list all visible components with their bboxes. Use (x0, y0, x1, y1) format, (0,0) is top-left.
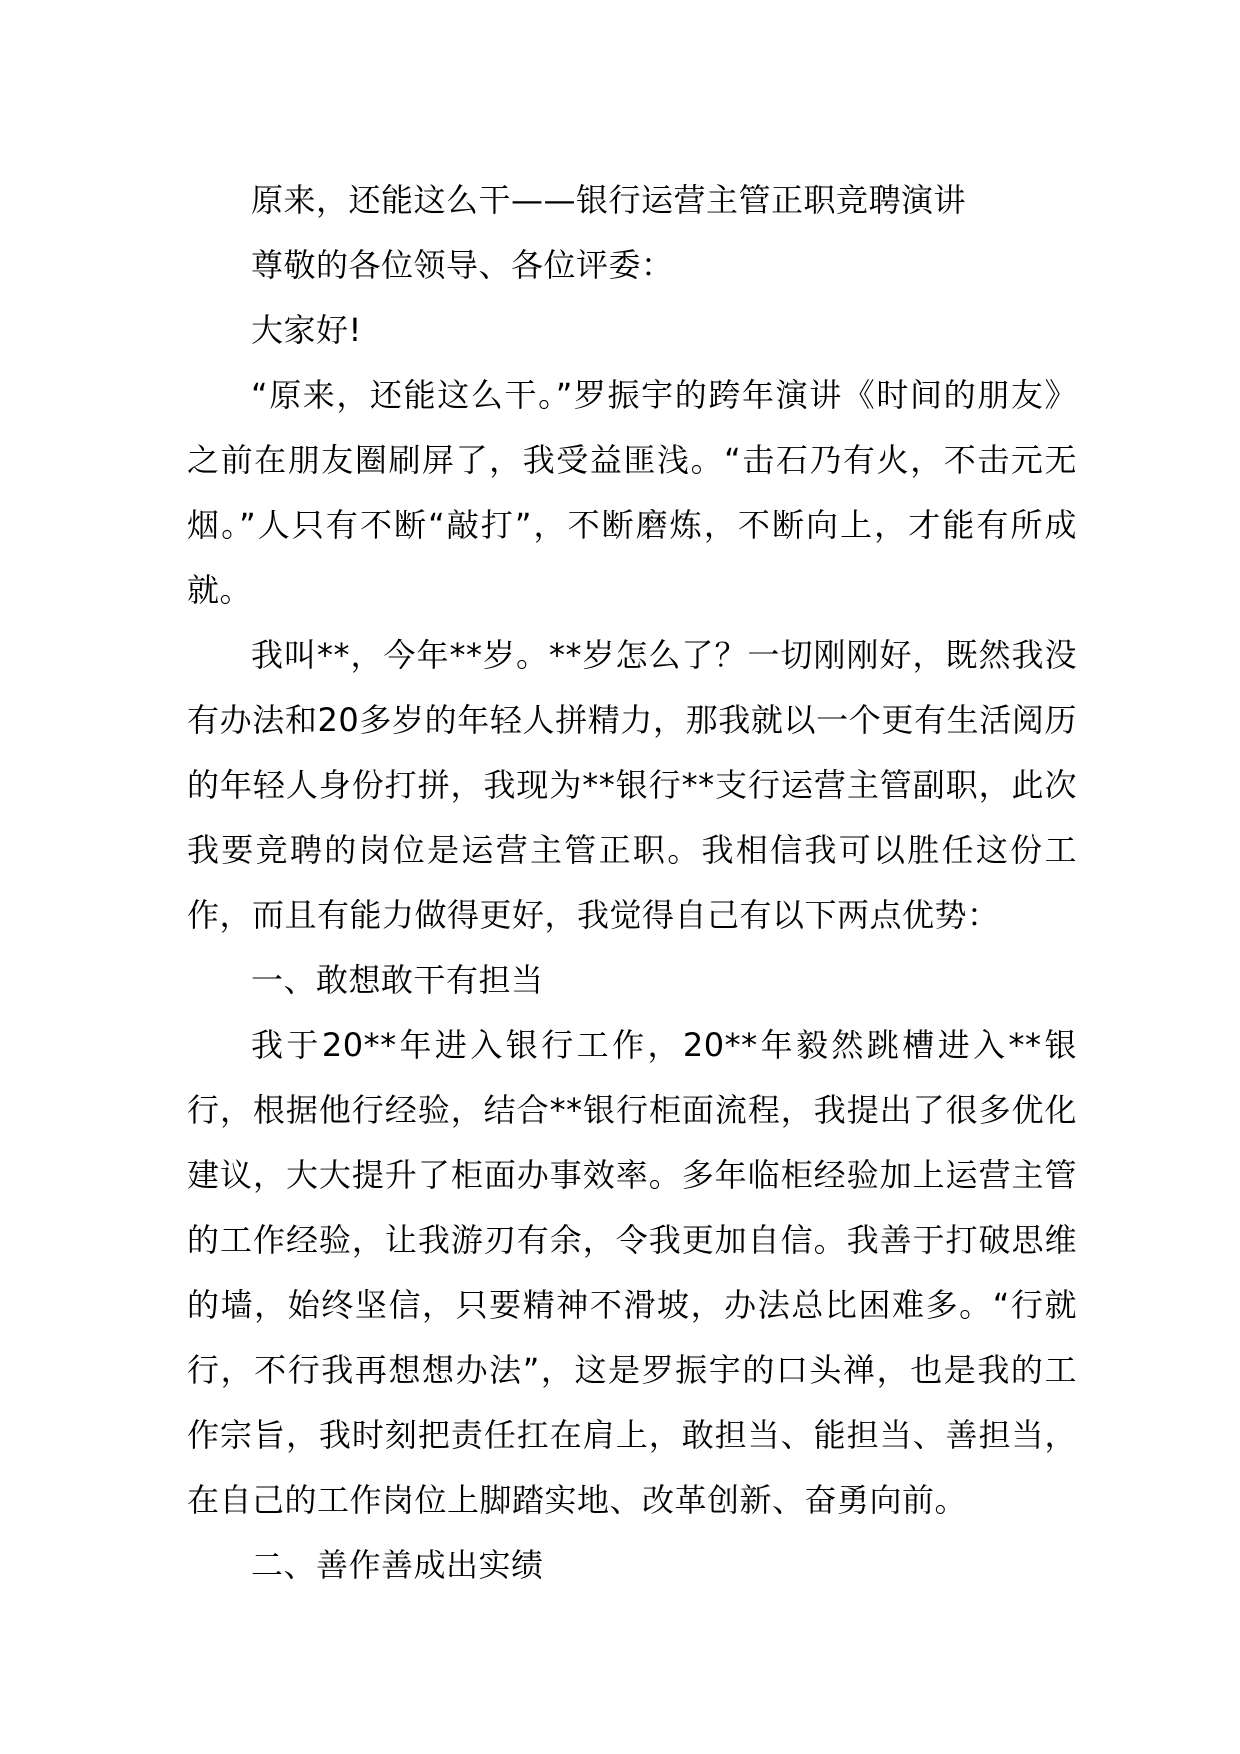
salutation: 尊敬的各位领导、各位评委： (251, 246, 674, 284)
section-heading-2: 二、善作善成出实绩 (251, 1546, 544, 1584)
intro-paragraph: “原来，还能这么干。”罗振宇的跨年演讲《时间的朋友》之前在朋友圈刷屏了，我受益匪浅。“击石乃有火，不击元无烟。”人只有不断“敲打”，不断磨炼，不断向上，才能有所成就。 (187, 376, 1077, 609)
document-body (187, 168, 1077, 1598)
section-heading-1: 一、敢想敢干有担当 (251, 961, 544, 999)
self-introduction-paragraph: 我叫**，今年**岁。**岁怎么了？一切刚刚好，既然我没有办法和20多岁的年轻人拼精力，那我就以一个更有生活阅历的年轻人身份打拼，我现为**银行**支行运营主管副职，此次我要竞聘的岗位是运营主管正职。我相信我可以胜任这份工作，而且有能力做得更好，我觉得自己有以下两点优势： (187, 636, 1077, 934)
section-1-paragraph: 我于20**年进入银行工作，20**年毅然跳槽进入**银行，根据他行经验，结合**银行柜面流程，我提出了很多优化建议，大大提升了柜面办事效率。多年临柜经验加上运营主管的工作经验，让我游刃有余，令我更加自信。我善于打破思维的墙，始终坚信，只要精神不滑坡，办法总比困难多。“行就行，不行我再想想办法”，这是罗振宇的口头禅，也是我的工作宗旨，我时刻把责任扛在肩上，敢担当、能担当、善担当，在自己的工作岗位上脚踏实地、改革创新、奋勇向前。 (187, 1026, 1077, 1519)
document-title: 原来，还能这么干——银行运营主管正职竞聘演讲 (251, 181, 967, 219)
greeting: 大家好! (251, 311, 362, 349)
